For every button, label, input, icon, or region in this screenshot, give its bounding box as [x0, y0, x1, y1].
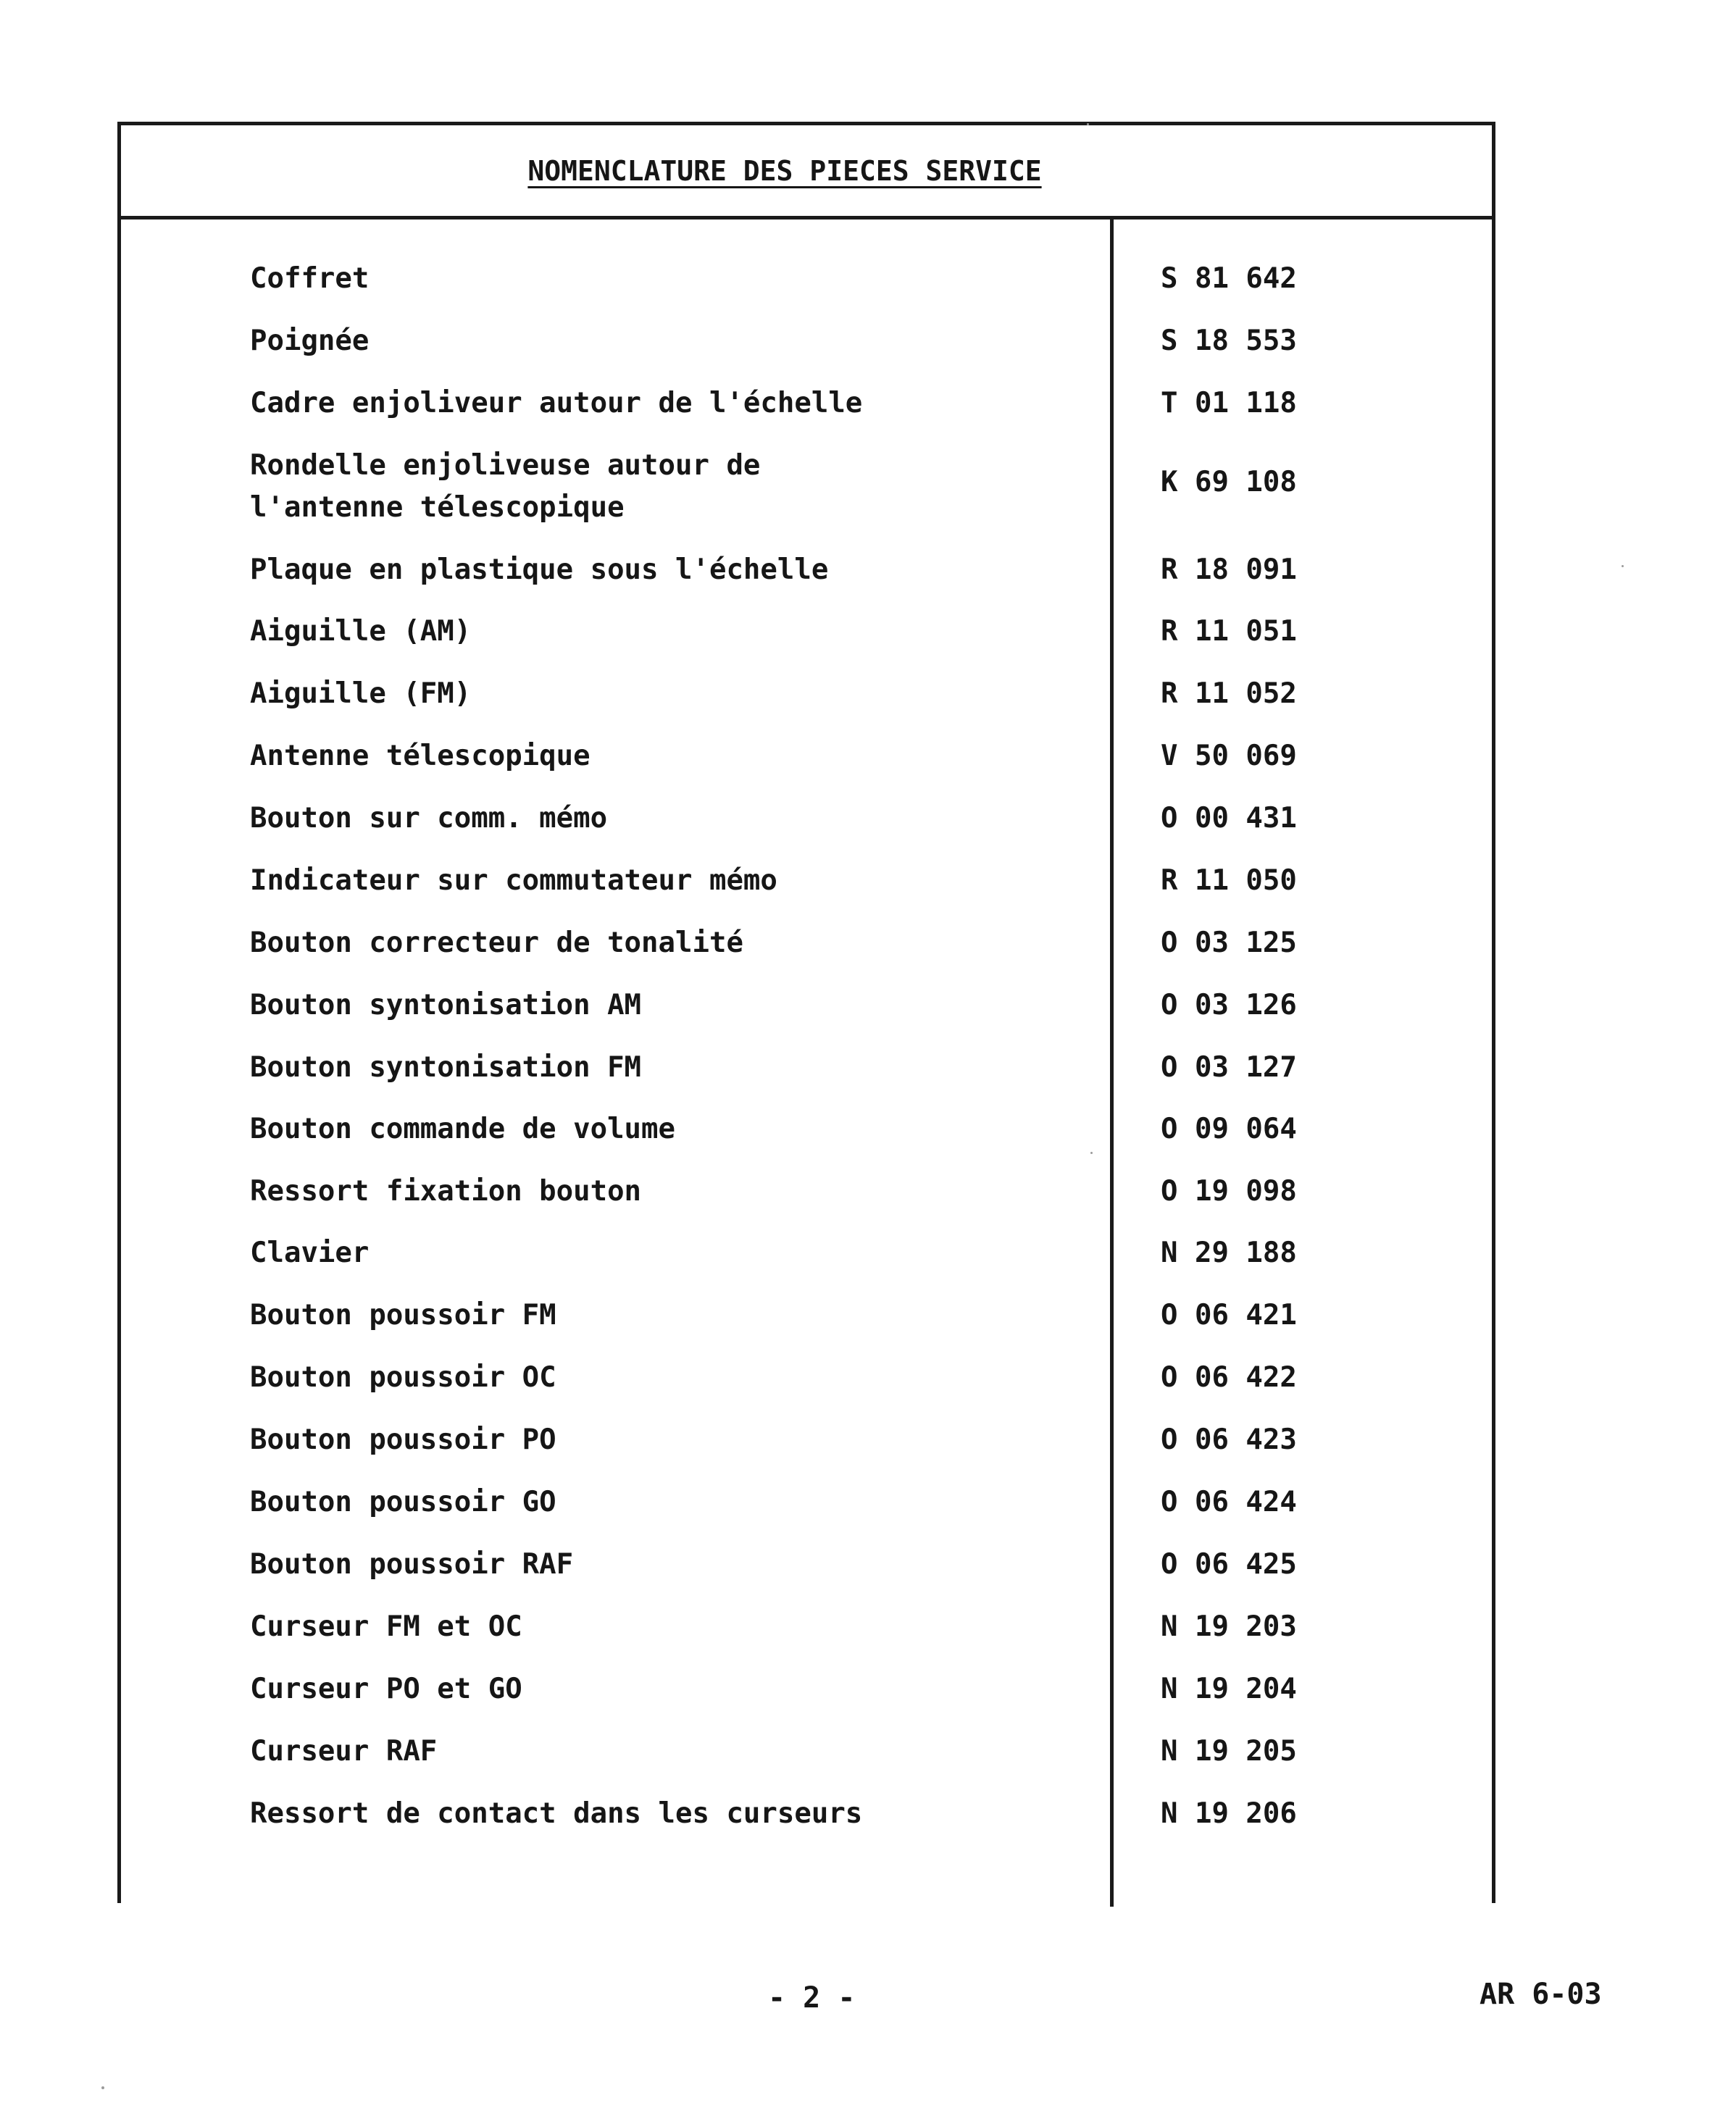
part-reference: R 11 051 — [1161, 615, 1297, 648]
part-description: Bouton correcteur de tonalité — [250, 927, 743, 959]
scan-speck — [1622, 565, 1624, 567]
part-reference: O 03 126 — [1161, 989, 1297, 1021]
part-reference: O 06 425 — [1161, 1548, 1297, 1581]
part-description: Curseur FM et OC — [250, 1610, 522, 1643]
part-description: Bouton poussoir FM — [250, 1299, 556, 1331]
part-description: Curseur RAF — [250, 1735, 438, 1768]
table-title: NOMENCLATURE DES PIECES SERVICE — [527, 154, 1042, 187]
part-description: Bouton syntonisation FM — [250, 1051, 642, 1084]
part-reference: O 06 421 — [1161, 1299, 1297, 1331]
part-description: Bouton syntonisation AM — [250, 989, 642, 1021]
part-reference: O 03 127 — [1161, 1051, 1297, 1084]
part-reference: O 06 424 — [1161, 1486, 1297, 1518]
part-description: Bouton commande de volume — [250, 1113, 675, 1145]
parts-table — [117, 122, 1495, 1903]
part-reference: R 11 052 — [1161, 677, 1297, 710]
part-description: Bouton sur comm. mémo — [250, 802, 608, 835]
part-description: Ressort de contact dans les curseurs — [250, 1797, 863, 1830]
page-number: - 2 - — [768, 1981, 856, 2015]
document-reference: AR 6-03 — [1480, 1978, 1602, 2011]
parts-list — [121, 125, 1492, 1903]
part-reference: K 69 108 — [1161, 466, 1297, 498]
part-reference: O 06 422 — [1161, 1361, 1297, 1394]
scan-speck — [101, 2086, 104, 2089]
part-description: Cadre enjoliveur autour de l'échelle — [250, 387, 863, 419]
part-reference: O 03 125 — [1161, 927, 1297, 959]
scan-speck — [1090, 1152, 1093, 1154]
part-description: Clavier — [250, 1237, 370, 1269]
scan-speck — [1087, 123, 1089, 125]
part-description: Plaque en plastique sous l'échelle — [250, 553, 829, 586]
part-reference: O 19 098 — [1161, 1175, 1297, 1208]
part-reference: N 19 204 — [1161, 1673, 1297, 1705]
part-description: Bouton poussoir OC — [250, 1361, 556, 1394]
part-description: Aiguille (FM) — [250, 677, 472, 710]
part-reference: S 18 553 — [1161, 325, 1297, 357]
part-description: Bouton poussoir RAF — [250, 1548, 574, 1581]
part-description: Indicateur sur commutateur mémo — [250, 864, 777, 897]
part-description: Antenne télescopique — [250, 740, 591, 772]
part-reference: O 06 423 — [1161, 1423, 1297, 1456]
part-description: Aiguille (AM) — [250, 615, 472, 648]
part-reference: V 50 069 — [1161, 740, 1297, 772]
part-description: Coffret — [250, 262, 370, 295]
part-description: Rondelle enjoliveuse autour de l'antenne télescopique — [250, 449, 761, 524]
part-reference: S 81 642 — [1161, 262, 1297, 295]
part-reference: N 19 206 — [1161, 1797, 1297, 1830]
part-description: Bouton poussoir PO — [250, 1423, 556, 1456]
part-description: Poignée — [250, 325, 370, 357]
part-description: Bouton poussoir GO — [250, 1486, 556, 1518]
part-reference: N 19 203 — [1161, 1610, 1297, 1643]
part-description: Ressort fixation bouton — [250, 1175, 642, 1208]
part-reference: O 09 064 — [1161, 1113, 1297, 1145]
part-reference: O 00 431 — [1161, 802, 1297, 835]
part-description: Curseur PO et GO — [250, 1673, 522, 1705]
part-reference: T 01 118 — [1161, 387, 1297, 419]
part-reference: R 18 091 — [1161, 553, 1297, 586]
part-reference: N 29 188 — [1161, 1237, 1297, 1269]
part-reference: R 11 050 — [1161, 864, 1297, 897]
part-reference: N 19 205 — [1161, 1735, 1297, 1768]
